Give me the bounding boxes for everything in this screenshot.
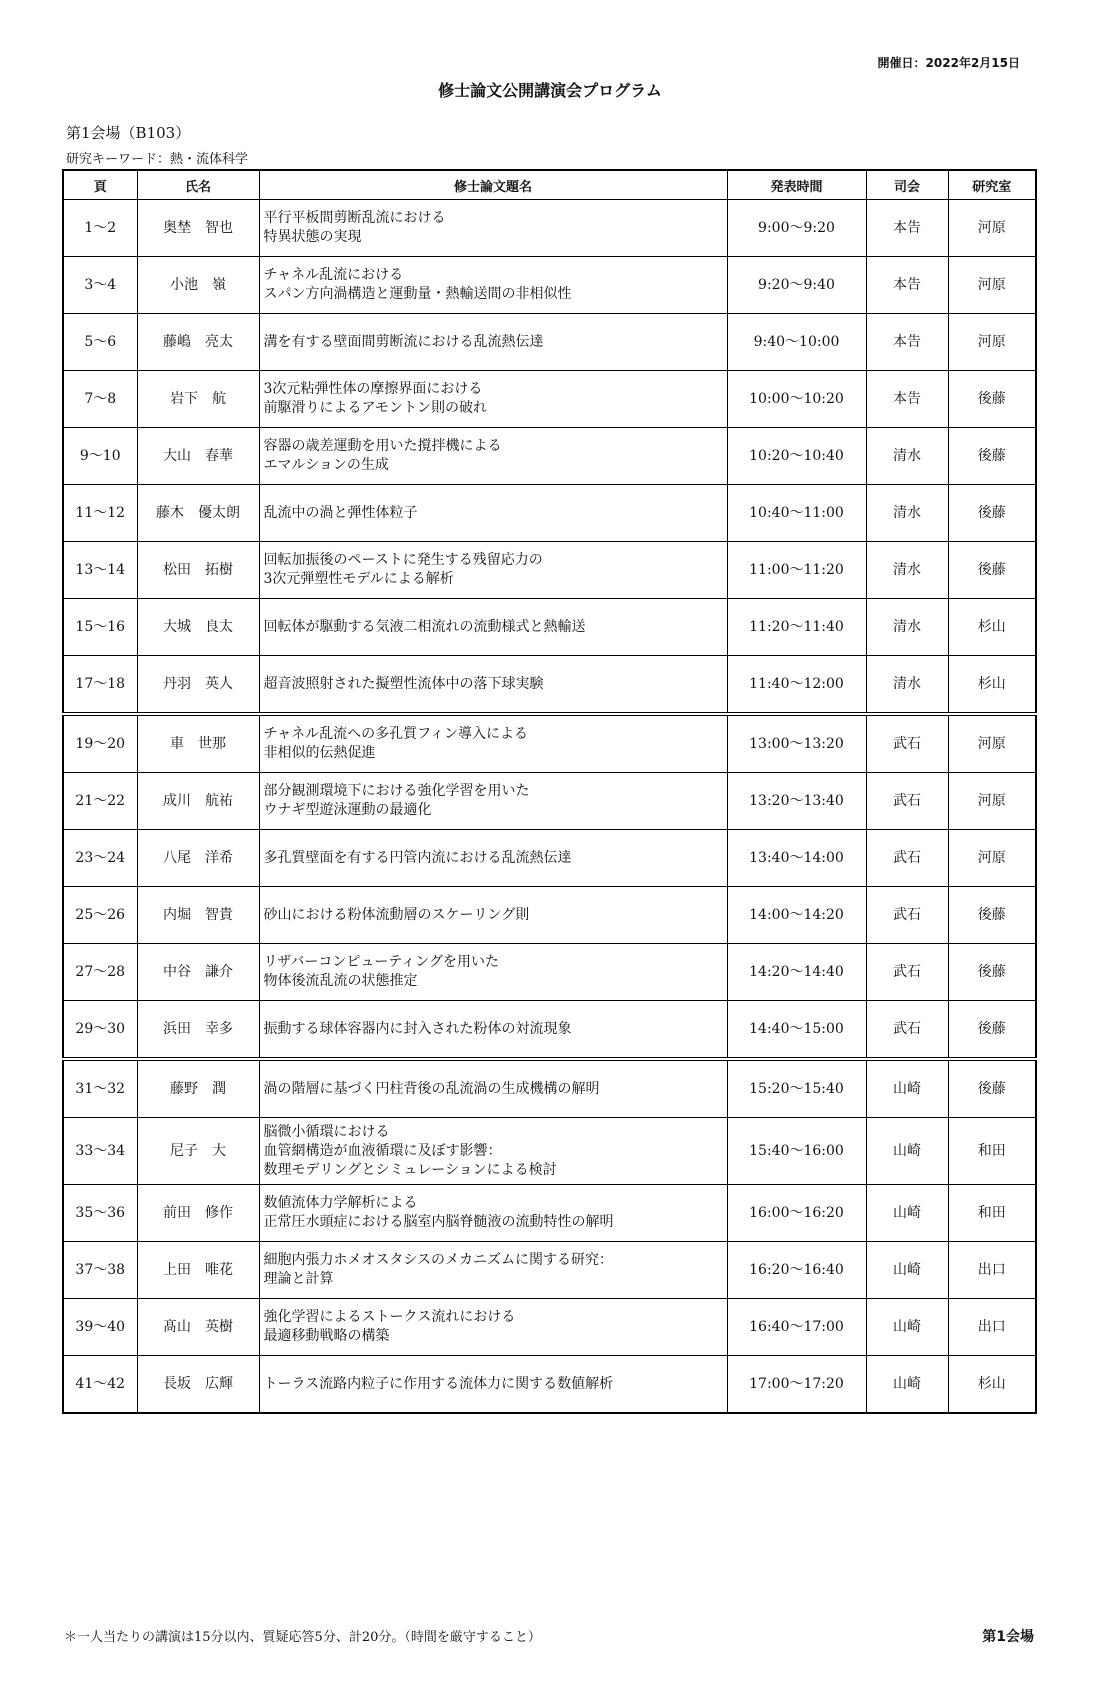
cell-title xyxy=(259,428,727,485)
cell-title xyxy=(259,1356,727,1414)
table-row xyxy=(63,1118,1036,1185)
cell-lab: 後藤 xyxy=(948,944,1036,1001)
cell-name: 尼子 大 xyxy=(137,1118,259,1185)
cell-name: 藤野 潤 xyxy=(137,1059,259,1118)
cell-name: 丹羽 英人 xyxy=(137,656,259,715)
cell-chair: 山崎 xyxy=(866,1356,948,1414)
cell-name: 浜田 幸多 xyxy=(137,1001,259,1060)
cell-chair: 武石 xyxy=(866,714,948,773)
cell-page: 17〜18 xyxy=(63,656,137,715)
cell-name: 車 世那 xyxy=(137,714,259,773)
cell-name: 髙山 英樹 xyxy=(137,1299,259,1356)
cell-chair: 山崎 xyxy=(866,1242,948,1299)
cell-chair: 山崎 xyxy=(866,1059,948,1118)
cell-name: 藤嶋 亮太 xyxy=(137,314,259,371)
table-row xyxy=(63,656,1036,715)
event-date: 開催日：2022年2月15日 xyxy=(877,56,1020,70)
program-body xyxy=(63,200,1036,1414)
cell-lab: 和田 xyxy=(948,1118,1036,1185)
cell-time: 9:20〜9:40 xyxy=(727,257,866,314)
cell-time: 14:40〜15:00 xyxy=(727,1001,866,1060)
title-line: リザバーコンピューティングを用いた xyxy=(263,954,499,970)
title-line: 容器の歳差運動を用いた撹拌機による xyxy=(263,438,502,454)
title-line: 部分観測環境下における強化学習を用いた xyxy=(263,783,530,799)
title-line: 回転加振後のペーストに発生する残留応力の xyxy=(263,552,543,568)
cell-page: 27〜28 xyxy=(63,944,137,1001)
cell-title xyxy=(259,773,727,830)
cell-time: 9:40〜10:00 xyxy=(727,314,866,371)
header-name: 氏名 xyxy=(137,170,259,200)
cell-time: 11:00〜11:20 xyxy=(727,542,866,599)
title-line: 細胞内張力ホメオスタシスのメカニズムに関する研究： xyxy=(263,1252,613,1268)
cell-page: 1〜2 xyxy=(63,200,137,257)
research-keyword: 研究キーワード：熱・流体科学 xyxy=(66,152,249,167)
cell-name: 成川 航祐 xyxy=(137,773,259,830)
table-row xyxy=(63,1001,1036,1060)
title-line: トーラス流路内粒子に作用する流体力に関する数値解析 xyxy=(263,1375,614,1392)
cell-time: 14:20〜14:40 xyxy=(727,944,866,1001)
cell-chair: 清水 xyxy=(866,656,948,715)
cell-title xyxy=(259,1242,727,1299)
cell-time: 13:00〜13:20 xyxy=(727,714,866,773)
table-row xyxy=(63,542,1036,599)
table-row xyxy=(63,944,1036,1001)
cell-time: 11:40〜12:00 xyxy=(727,656,866,715)
table-row xyxy=(63,257,1036,314)
cell-lab: 河原 xyxy=(948,830,1036,887)
header-lab: 研究室 xyxy=(948,170,1036,200)
title-line: 超音波照射された擬塑性流体中の落下球実験 xyxy=(263,675,544,692)
cell-page: 15〜16 xyxy=(63,599,137,656)
title-line: 特異状態の実現 xyxy=(263,229,362,245)
cell-name: 内堀 智貴 xyxy=(137,887,259,944)
cell-page: 5〜6 xyxy=(63,314,137,371)
header-chair: 司会 xyxy=(866,170,948,200)
cell-time: 10:40〜11:00 xyxy=(727,485,866,542)
title-line: エマルションの生成 xyxy=(263,457,389,473)
table-row xyxy=(63,599,1036,656)
cell-lab: 杉山 xyxy=(948,1356,1036,1414)
cell-lab: 後藤 xyxy=(948,371,1036,428)
cell-lab: 河原 xyxy=(948,200,1036,257)
cell-page: 13〜14 xyxy=(63,542,137,599)
title-line: 数値流体力学解析による xyxy=(263,1195,418,1211)
cell-chair: 本告 xyxy=(866,371,948,428)
cell-name: 奥埜 智也 xyxy=(137,200,259,257)
title-line: 回転体が駆動する気液二相流れの流動様式と熱輸送 xyxy=(263,618,586,635)
table-row xyxy=(63,830,1036,887)
cell-chair: 清水 xyxy=(866,485,948,542)
title-line: 3次元弾塑性モデルによる解析 xyxy=(263,571,454,587)
title-line: 脳微小循環における xyxy=(263,1123,390,1140)
title-line: 理論と計算 xyxy=(263,1271,334,1287)
cell-page: 39〜40 xyxy=(63,1299,137,1356)
cell-time: 10:20〜10:40 xyxy=(727,428,866,485)
cell-title xyxy=(259,887,727,944)
cell-lab: 杉山 xyxy=(948,599,1036,656)
cell-chair: 武石 xyxy=(866,830,948,887)
cell-name: 岩下 航 xyxy=(137,371,259,428)
title-line: 血管網構造が血液循環に及ぼす影響： xyxy=(263,1142,502,1159)
table-row xyxy=(63,1059,1036,1118)
table-row xyxy=(63,1299,1036,1356)
table-row xyxy=(63,1185,1036,1242)
cell-lab: 出口 xyxy=(948,1299,1036,1356)
cell-lab: 後藤 xyxy=(948,428,1036,485)
title-line: 平行平板間剪断乱流における xyxy=(263,210,446,226)
cell-lab: 出口 xyxy=(948,1242,1036,1299)
table-row xyxy=(63,1242,1036,1299)
cell-lab: 後藤 xyxy=(948,542,1036,599)
cell-chair: 山崎 xyxy=(866,1185,948,1242)
title-line: スパン方向渦構造と運動量・熱輸送間の非相似性 xyxy=(263,286,572,302)
title-line: 最適移動戦略の構築 xyxy=(263,1328,390,1344)
cell-time: 15:40〜16:00 xyxy=(727,1118,866,1185)
cell-chair: 武石 xyxy=(866,887,948,944)
cell-time: 9:00〜9:20 xyxy=(727,200,866,257)
cell-title xyxy=(259,1185,727,1242)
cell-chair: 山崎 xyxy=(866,1299,948,1356)
cell-title xyxy=(259,314,727,371)
table-row xyxy=(63,1356,1036,1414)
cell-lab: 河原 xyxy=(948,257,1036,314)
cell-chair: 清水 xyxy=(866,542,948,599)
title-line: 3次元粘弾性体の摩擦界面における xyxy=(263,381,483,397)
title-line: 砂山における粉体流動層のスケーリング則 xyxy=(263,906,530,923)
cell-page: 41〜42 xyxy=(63,1356,137,1414)
title-line: チャネル乱流における xyxy=(263,267,404,283)
header-title: 修士論文題名 xyxy=(259,170,727,200)
cell-time: 16:40〜17:00 xyxy=(727,1299,866,1356)
cell-page: 31〜32 xyxy=(63,1059,137,1118)
cell-name: 松田 拓樹 xyxy=(137,542,259,599)
cell-name: 上田 唯花 xyxy=(137,1242,259,1299)
cell-title xyxy=(259,1001,727,1060)
cell-lab: 和田 xyxy=(948,1185,1036,1242)
cell-lab: 河原 xyxy=(948,773,1036,830)
title-line: ウナギ型遊泳運動の最適化 xyxy=(263,802,432,818)
cell-chair: 本告 xyxy=(866,257,948,314)
cell-name: 大城 良太 xyxy=(137,599,259,656)
cell-time: 16:20〜16:40 xyxy=(727,1242,866,1299)
table-row xyxy=(63,200,1036,257)
cell-lab: 後藤 xyxy=(948,485,1036,542)
cell-time: 11:20〜11:40 xyxy=(727,599,866,656)
cell-time: 13:20〜13:40 xyxy=(727,773,866,830)
cell-chair: 本告 xyxy=(866,200,948,257)
footer-venue: 第1会場 xyxy=(982,1629,1034,1645)
table-row xyxy=(63,371,1036,428)
cell-page: 21〜22 xyxy=(63,773,137,830)
cell-page: 35〜36 xyxy=(63,1185,137,1242)
cell-chair: 山崎 xyxy=(866,1118,948,1185)
cell-title xyxy=(259,542,727,599)
title-line: 数理モデリングとシミュレーションによる検討 xyxy=(263,1161,557,1178)
title-line: 強化学習によるストークス流れにおける xyxy=(263,1309,516,1325)
cell-chair: 清水 xyxy=(866,599,948,656)
cell-lab: 後藤 xyxy=(948,887,1036,944)
table-header-row xyxy=(63,170,1036,200)
cell-title xyxy=(259,714,727,773)
cell-time: 16:00〜16:20 xyxy=(727,1185,866,1242)
cell-time: 10:00〜10:20 xyxy=(727,371,866,428)
cell-time: 17:00〜17:20 xyxy=(727,1356,866,1414)
program-table xyxy=(62,169,1037,1414)
title-line: 多孔質壁面を有する円管内流における乱流熱伝達 xyxy=(263,849,572,866)
table-row xyxy=(63,428,1036,485)
cell-title xyxy=(259,830,727,887)
cell-page: 33〜34 xyxy=(63,1118,137,1185)
table-row xyxy=(63,887,1036,944)
header-page: 頁 xyxy=(63,170,137,200)
cell-chair: 清水 xyxy=(866,428,948,485)
cell-title xyxy=(259,944,727,1001)
title-line: 振動する球体容器内に封入された粉体の対流現象 xyxy=(263,1020,572,1037)
cell-title xyxy=(259,1118,727,1185)
title-line: チャネル乱流への多孔質フィン導入による xyxy=(263,726,528,742)
cell-title xyxy=(259,1059,727,1118)
footnote: ＊一人当たりの講演は15分以内、質疑応答5分、計20分。（時間を厳守すること） xyxy=(64,1630,541,1645)
title-line: 正常圧水頭症における脳室内脳脊髄液の流動特性の解明 xyxy=(263,1214,614,1230)
cell-page: 29〜30 xyxy=(63,1001,137,1060)
title-line: 前駆滑りによるアモントン則の破れ xyxy=(263,400,487,416)
cell-chair: 武石 xyxy=(866,944,948,1001)
title-line: 乱流中の渦と弾性体粒子 xyxy=(263,504,418,521)
cell-lab: 後藤 xyxy=(948,1059,1036,1118)
cell-page: 11〜12 xyxy=(63,485,137,542)
cell-page: 3〜4 xyxy=(63,257,137,314)
cell-page: 23〜24 xyxy=(63,830,137,887)
title-line: 物体後流乱流の状態推定 xyxy=(263,973,418,989)
cell-name: 藤木 優太朗 xyxy=(137,485,259,542)
table-row xyxy=(63,773,1036,830)
cell-name: 小池 嶺 xyxy=(137,257,259,314)
cell-time: 14:00〜14:20 xyxy=(727,887,866,944)
cell-page: 37〜38 xyxy=(63,1242,137,1299)
cell-title xyxy=(259,485,727,542)
cell-title xyxy=(259,257,727,314)
cell-title xyxy=(259,200,727,257)
cell-lab: 後藤 xyxy=(948,1001,1036,1060)
cell-page: 9〜10 xyxy=(63,428,137,485)
page-title: 修士論文公開講演会プログラム xyxy=(438,81,662,100)
cell-time: 13:40〜14:00 xyxy=(727,830,866,887)
cell-page: 19〜20 xyxy=(63,714,137,773)
cell-lab: 杉山 xyxy=(948,656,1036,715)
title-line: 溝を有する壁面間剪断流における乱流熱伝達 xyxy=(263,333,544,350)
cell-title xyxy=(259,656,727,715)
cell-chair: 武石 xyxy=(866,1001,948,1060)
cell-title xyxy=(259,599,727,656)
cell-chair: 武石 xyxy=(866,773,948,830)
table-row xyxy=(63,714,1036,773)
cell-name: 大山 春華 xyxy=(137,428,259,485)
cell-page: 7〜8 xyxy=(63,371,137,428)
venue-label: 第1会場（B103） xyxy=(66,124,191,142)
cell-lab: 河原 xyxy=(948,314,1036,371)
cell-name: 八尾 洋希 xyxy=(137,830,259,887)
cell-title xyxy=(259,1299,727,1356)
cell-time: 15:20〜15:40 xyxy=(727,1059,866,1118)
cell-name: 前田 修作 xyxy=(137,1185,259,1242)
header-time: 発表時間 xyxy=(727,170,866,200)
cell-chair: 本告 xyxy=(866,314,948,371)
cell-title xyxy=(259,371,727,428)
title-line: 渦の階層に基づく円柱背後の乱流渦の生成機構の解明 xyxy=(263,1080,600,1097)
title-line: 非相似的伝熱促進 xyxy=(263,745,376,761)
cell-page: 25〜26 xyxy=(63,887,137,944)
cell-name: 長坂 広輝 xyxy=(137,1356,259,1414)
cell-name: 中谷 謙介 xyxy=(137,944,259,1001)
table-row xyxy=(63,485,1036,542)
table-row xyxy=(63,314,1036,371)
cell-lab: 河原 xyxy=(948,714,1036,773)
